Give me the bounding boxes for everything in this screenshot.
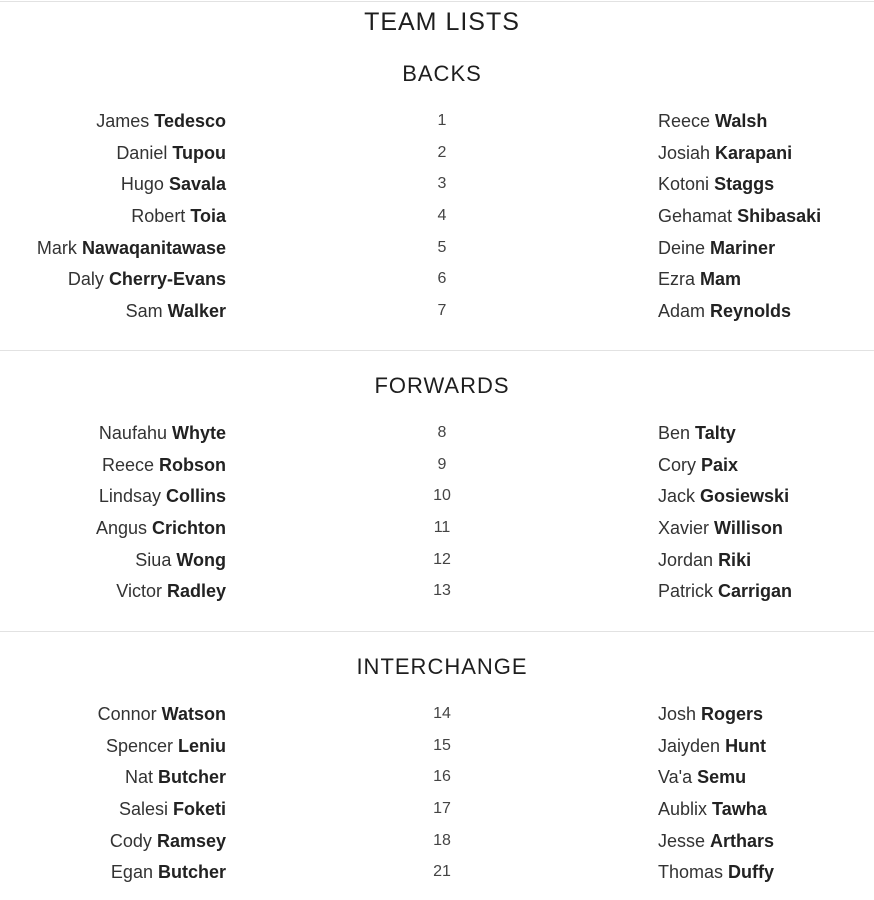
player-row [0,830,874,862]
player-row [0,268,874,300]
home-last-name: Butcher [157,862,226,883]
away-last-name: Willison [714,518,783,539]
away-first-name: Ben [658,423,691,443]
jersey-number: 14 [433,705,451,722]
away-first-name: Xavier [658,518,710,539]
section-title-forwards: FORWARDS [374,373,510,398]
away-player-name [658,549,751,571]
home-player-name [111,861,226,883]
home-player-name [96,110,226,132]
player-row [0,142,874,174]
away-first-name: Va'a [658,767,693,788]
away-last-name: Duffy [728,862,775,883]
jersey-number: 1 [437,112,447,129]
jersey-number: 13 [433,582,451,600]
away-first-name: Ezra [658,269,696,290]
away-player-name [658,485,789,507]
home-player-name [102,454,226,476]
away-last-name: Reynolds [710,301,792,322]
home-player-name [116,580,226,602]
home-player-name [99,422,226,444]
away-player-name [658,580,792,602]
player-row [0,798,874,830]
home-last-name: Tupou [172,142,226,163]
home-first-name: Sam [125,301,163,322]
player-row [0,300,874,332]
home-last-name: Crichton [152,518,226,539]
home-last-name: Cherry-Evans [108,269,226,290]
away-last-name: Karapani [715,142,793,163]
home-last-name: Nawaqanitawase [81,237,226,258]
away-player-name [658,454,738,476]
away-first-name: Patrick [658,581,714,602]
away-last-name: Tawha [712,799,767,820]
jersey-number: 10 [433,487,451,505]
jersey-number: 5 [437,238,447,256]
away-player-name [658,517,783,539]
home-player-name [37,237,226,259]
away-first-name: Jordan [658,549,714,570]
player-row [0,422,874,454]
player-row [0,454,874,486]
away-player-name [658,861,774,883]
away-first-name: Josh [658,704,697,724]
home-first-name: Reece [101,454,154,475]
home-player-name [99,485,226,507]
home-player-name [125,766,226,788]
away-player-name [658,766,746,788]
away-first-name: Aublix [658,799,708,820]
home-last-name: Wong [176,549,226,570]
away-last-name: Carrigan [718,581,793,602]
home-player-name [106,735,226,757]
away-first-name: Reece [658,111,711,131]
home-first-name: Daly [67,269,104,290]
away-player-name [658,205,821,227]
away-first-name: Cory [658,454,697,475]
home-last-name: Savala [168,174,226,195]
jersey-number: 6 [437,270,447,288]
home-first-name: Spencer [105,735,173,756]
away-player-name [658,830,774,852]
away-last-name: Mariner [710,237,776,258]
away-player-name [658,735,766,757]
home-last-name: Robson [159,454,226,475]
away-first-name: Thomas [658,862,724,883]
away-player-name [658,422,736,444]
home-player-name [131,205,226,227]
away-first-name: Jaiyden [658,735,721,756]
home-last-name: Leniu [178,735,226,756]
home-first-name: Robert [131,206,186,227]
jersey-number: 7 [437,302,447,320]
home-last-name: Tedesco [154,111,226,131]
player-row [0,110,874,142]
player-row [0,517,874,549]
section-title-interchange: INTERCHANGE [356,654,528,679]
home-last-name: Watson [161,704,226,724]
home-last-name: Ramsey [156,830,226,851]
home-first-name: Lindsay [98,486,161,507]
away-first-name: Josiah [658,142,711,163]
jersey-number: 18 [433,831,451,849]
jersey-number: 11 [433,519,451,537]
player-row [0,861,874,893]
away-last-name: Mam [700,269,742,290]
player-row [0,580,874,612]
away-last-name: Gosiewski [700,486,790,507]
home-last-name: Walker [167,301,226,322]
home-player-name [126,300,226,322]
away-last-name: Riki [718,549,752,570]
home-player-name [98,703,226,725]
jersey-number: 21 [433,863,451,881]
home-first-name: Angus [95,518,147,539]
player-row [0,485,874,517]
home-first-name: Hugo [120,174,164,195]
home-last-name: Butcher [157,767,226,788]
away-first-name: Kotoni [658,174,710,195]
home-player-name [68,268,226,290]
away-last-name: Staggs [714,174,775,195]
home-player-name [96,517,226,539]
jersey-number: 2 [437,143,447,161]
section-rows-forwards [0,422,874,612]
player-row [0,173,874,205]
home-first-name: Salesi [118,799,168,820]
player-row [0,735,874,767]
away-player-name [658,142,792,164]
home-first-name: Naufahu [98,423,167,443]
away-last-name: Arthars [710,830,775,851]
away-first-name: Jesse [658,830,706,851]
home-player-name [121,173,226,195]
away-last-name: Shibasaki [737,206,822,227]
player-row [0,205,874,237]
home-first-name: Daniel [116,142,168,163]
section-divider [0,350,874,351]
home-last-name: Collins [165,486,226,507]
section-title-backs: BACKS [402,61,482,86]
player-row [0,766,874,798]
away-first-name: Adam [658,301,706,322]
home-last-name: Whyte [172,423,226,443]
away-player-name [658,110,767,132]
page-title: TEAM LISTS [364,8,520,36]
player-row [0,703,874,735]
player-row [0,237,874,269]
home-first-name: Cody [109,830,152,851]
away-player-name [658,300,791,322]
jersey-number: 4 [437,207,447,225]
jersey-number: 15 [433,736,451,754]
jersey-number: 9 [437,455,447,473]
jersey-number: 3 [437,175,447,193]
away-last-name: Semu [697,767,747,788]
away-player-name [658,268,741,290]
jersey-number: 8 [437,424,447,441]
home-first-name: Mark [36,237,77,258]
home-last-name: Radley [166,581,226,602]
home-last-name: Toia [190,206,226,227]
home-player-name [119,798,226,820]
home-player-name [110,830,226,852]
away-player-name [658,798,767,820]
home-player-name [116,142,226,164]
home-first-name: Siua [135,549,172,570]
away-player-name [658,703,763,725]
home-player-name [135,549,226,571]
away-player-name [658,237,775,259]
away-first-name: Jack [658,486,696,507]
away-player-name [658,173,774,195]
home-first-name: Connor [97,704,157,724]
away-last-name: Rogers [701,704,764,724]
home-first-name: Egan [110,862,153,883]
jersey-number: 17 [433,800,451,818]
home-last-name: Foketi [172,799,226,820]
home-first-name: James [96,111,150,131]
away-first-name: Deine [658,237,706,258]
jersey-number: 16 [433,768,451,786]
section-divider [0,631,874,632]
away-last-name: Walsh [715,111,768,131]
section-rows-backs [0,110,874,332]
section-rows-interchange [0,703,874,893]
home-first-name: Nat [124,767,153,788]
away-first-name: Gehamat [658,206,733,227]
top-divider [0,1,874,2]
home-first-name: Victor [116,581,162,602]
jersey-number: 12 [433,550,451,568]
away-last-name: Talty [695,423,736,443]
player-row [0,549,874,581]
away-last-name: Hunt [725,735,767,756]
away-last-name: Paix [701,454,739,475]
